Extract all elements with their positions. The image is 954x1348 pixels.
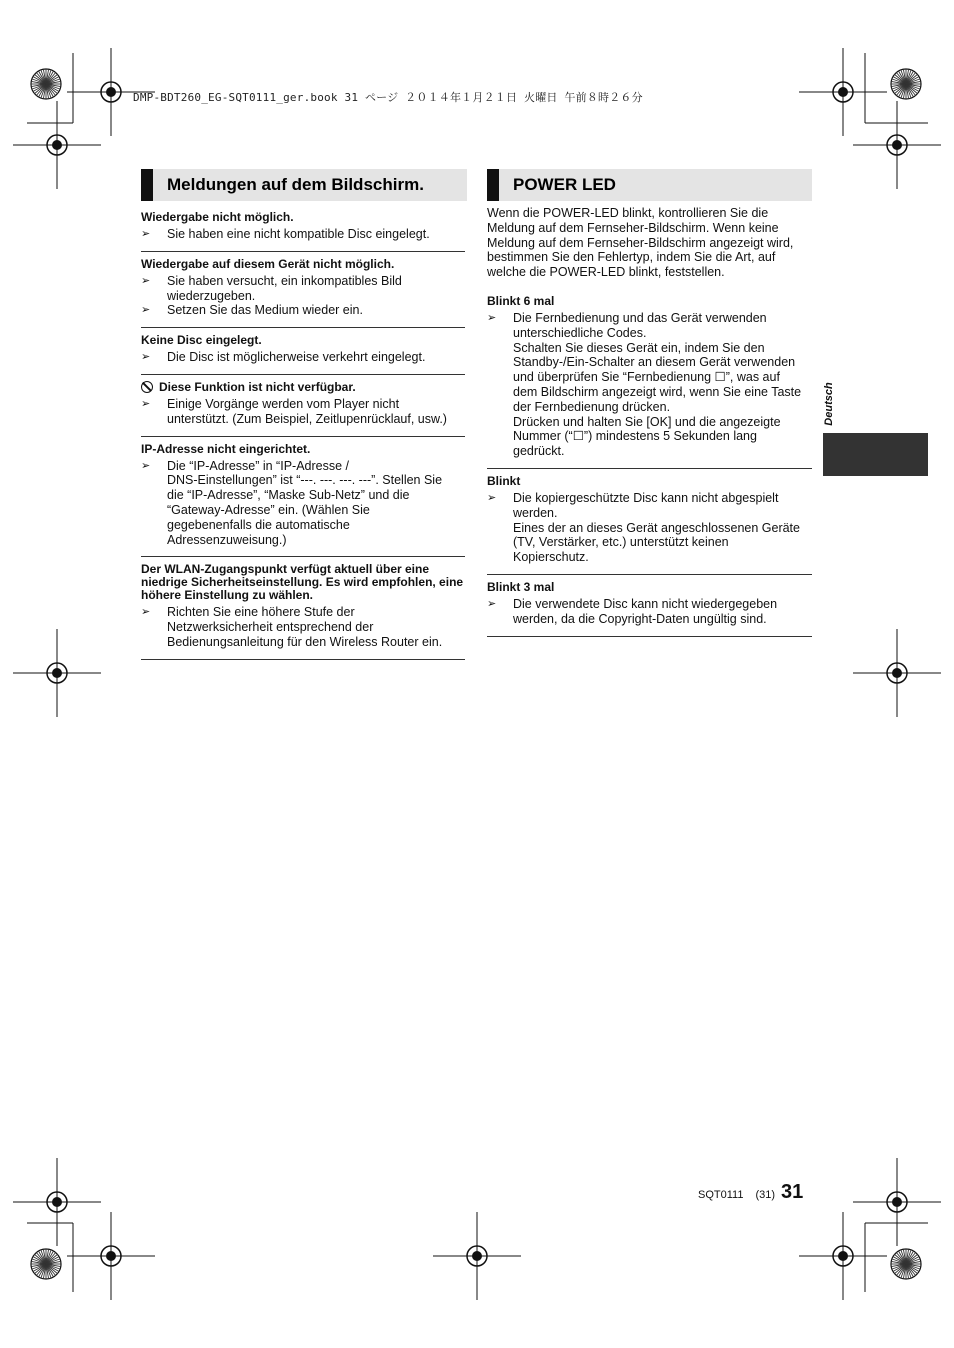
bullet-line xyxy=(141,350,465,365)
bullet-text: Die Disc ist möglicherweise verkehrt eingelegt. xyxy=(167,350,426,365)
heading-bar xyxy=(141,169,153,201)
message-item xyxy=(141,252,465,328)
message-title: Wiedergabe nicht möglich. xyxy=(141,210,294,224)
bullet-text: Die “IP-Adresse” in “IP-Adresse / DNS-Einstellungen” ist “---. ---. ---. ---”. Stellen Sie die “IP-Adresse”, “Maske Sub-Netz” und die “Gateway-Adresse” ein. (Wählen Sie gegebenenfalls die automatische Adressenzuweisung.) xyxy=(167,458,443,547)
blink-title: Blinkt 3 mal xyxy=(487,579,555,594)
message-list xyxy=(141,207,465,660)
bullet-arrow-icon: ➢ xyxy=(141,459,151,472)
bullet-text: Sie haben eine nicht kompatible Disc eingelegt. xyxy=(167,227,430,241)
bullet-line xyxy=(487,491,812,565)
trim-lines-top xyxy=(27,53,928,123)
message-title-row xyxy=(141,381,465,394)
heading-bar xyxy=(487,169,499,201)
crosshair-middle-left xyxy=(13,629,101,717)
bullet-line xyxy=(141,227,465,242)
bullet-line xyxy=(141,274,465,304)
bullet-line xyxy=(487,311,812,459)
blink-item xyxy=(487,289,812,469)
message-title: Diese Funktion ist nicht verfügbar. xyxy=(159,379,356,394)
starburst-bottom-left xyxy=(31,1249,61,1279)
page-number: 31 xyxy=(781,1181,804,1203)
starburst-top-right xyxy=(891,69,921,99)
page-footer xyxy=(698,1181,803,1204)
message-item xyxy=(141,328,465,375)
message-item xyxy=(141,207,465,252)
bullet-line xyxy=(487,597,812,627)
section-heading-text: POWER LED xyxy=(513,175,616,194)
intro-text: Wenn die POWER-LED blinkt, kontrollieren Sie die Meldung auf dem Fernseher-Bildschirm. Wenn keine Meldung auf dem Fernseher-Bildschirm angezeigt wird, bestimmen Sie den Fehlertyp, indem Sie die Art, auf welche die POWER-LED blinkt, feststellen. xyxy=(487,206,794,280)
page-number-paren: (31) xyxy=(755,1189,776,1201)
starburst-top-left xyxy=(31,69,61,99)
section-heading-messages xyxy=(141,169,467,201)
message-title: Wiedergabe auf diesem Gerät nicht möglich. xyxy=(141,256,395,271)
document-code: SQT0111 xyxy=(698,1189,744,1201)
bullet-text: Setzen Sie das Medium wieder ein. xyxy=(167,303,363,318)
language-tab-block xyxy=(823,433,928,476)
crosshair-bottom-left xyxy=(67,1212,155,1300)
right-column xyxy=(487,169,812,637)
bullet-text: Sie haben versucht, ein inkompatibles Bild wiederzugeben. xyxy=(167,273,402,303)
bullet-arrow-icon: ➢ xyxy=(141,304,151,317)
bullet-arrow-icon: ➢ xyxy=(141,228,151,240)
starburst-bottom-right xyxy=(891,1249,921,1279)
blink-title: Blinkt xyxy=(487,473,521,488)
message-item xyxy=(141,437,465,558)
crosshair-middle-right xyxy=(853,629,941,717)
bullet-line xyxy=(141,303,465,318)
bullet-line xyxy=(141,459,465,548)
bullet-arrow-icon: ➢ xyxy=(487,597,497,610)
prohibit-icon xyxy=(141,381,153,393)
message-title: Der WLAN-Zugangspunkt verfügt aktuell über eine niedrige Sicherheitseinstellung. Es wird empfohlen, eine höhere Einstellung zu wählen. xyxy=(141,562,464,603)
message-item xyxy=(141,557,465,659)
bullet-arrow-icon: ➢ xyxy=(141,606,151,619)
section-heading-power-led xyxy=(487,169,812,201)
bullet-text: Richten Sie eine höhere Stufe der Netzwerksicherheit entsprechend der Bedienungsanleitung für den Wireless Router ein. xyxy=(167,605,443,649)
bullet-text: Die verwendete Disc kann nicht wiedergegeben werden, da die Copyright-Daten ungültig sind. xyxy=(513,596,778,626)
blink-item xyxy=(487,469,812,575)
print-header: DMP-BDT260_EG-SQT0111_ger.book 31 ページ ２０１４年１月２１日 火曜日 午前８時２６分 xyxy=(133,91,643,104)
bullet-line xyxy=(141,605,465,649)
message-title: Keine Disc eingelegt. xyxy=(141,333,262,348)
bullet-line xyxy=(141,397,465,427)
language-tab-text: Deutsch xyxy=(823,382,835,426)
language-tab-label xyxy=(819,380,839,428)
crosshair-bottom-right-inner xyxy=(853,1158,941,1246)
message-title: IP-Adresse nicht eingerichtet. xyxy=(141,441,311,456)
crosshair-bottom-right xyxy=(799,1212,887,1300)
crosshair-bottom-left-inner xyxy=(13,1158,101,1246)
crosshair-bottom-center xyxy=(433,1212,521,1300)
section-heading-text: Meldungen auf dem Bildschirm. xyxy=(167,175,424,194)
bullet-arrow-icon: ➢ xyxy=(141,397,151,410)
bullet-arrow-icon: ➢ xyxy=(487,491,497,504)
bullet-text: Die Fernbedienung und das Gerät verwenden unterschiedliche Codes. Schalten Sie dieses Gerät ein, indem Sie den Standby-/Ein-Schalter an diesem Gerät verwenden und überprüfen Sie “Fernbedienung ☐”, was auf dem Bildschirm angezeigt wird, wenn Sie eine Taste der Fernbedienung drücken. Drücken und halten Sie [OK] und die angezeigte Nummer (“☐”) mindestens 5 Sekunden lang gedrückt. xyxy=(513,310,802,459)
crosshair-top-left-inner xyxy=(13,101,101,189)
bullet-text: Die kopiergeschützte Disc kann nicht abgespielt werden. Eines der an dieses Gerät angeschlossenen Geräte (TV, Verstärker, etc.) unterstützt keinen Kopierschutz. xyxy=(513,490,800,565)
blink-item xyxy=(487,575,812,637)
bullet-arrow-icon: ➢ xyxy=(141,351,151,364)
left-column xyxy=(141,169,467,660)
bullet-text: Einige Vorgänge werden vom Player nicht unterstützt. (Zum Beispiel, Zeitlupenrücklauf, usw.) xyxy=(167,396,447,426)
crosshair-top-right-inner xyxy=(853,101,941,189)
bullet-arrow-icon: ➢ xyxy=(487,311,497,324)
blink-title: Blinkt 6 mal xyxy=(487,293,555,308)
message-item xyxy=(141,375,465,437)
bullet-arrow-icon: ➢ xyxy=(141,274,151,287)
